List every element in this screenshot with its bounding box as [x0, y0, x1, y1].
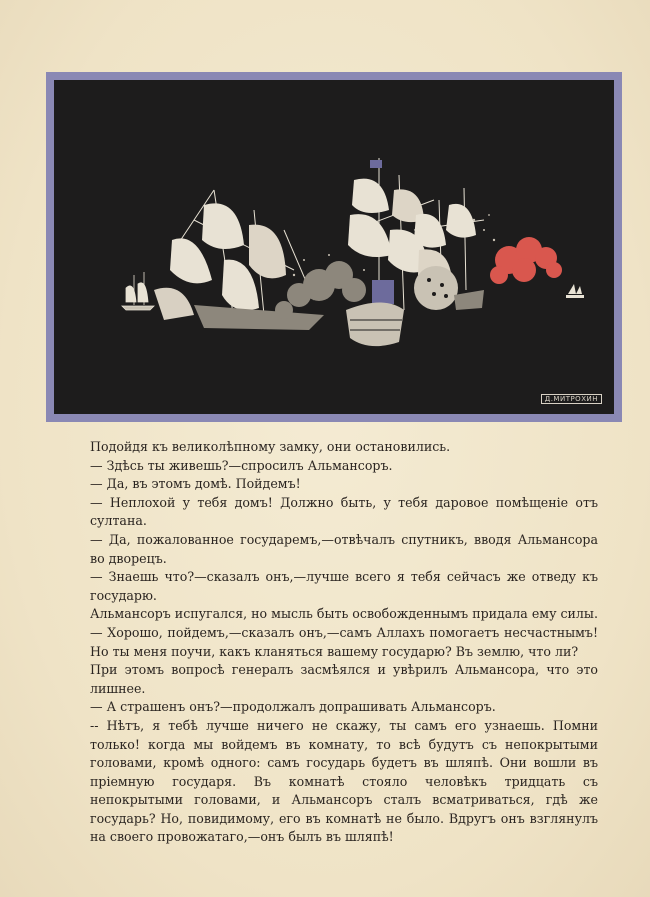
paragraph: -- Нѣтъ, я тебѣ лучше ничего не скажу, ты самъ его узнаешь. Помни только! когда мы войдемъ въ комнату, то всѣ будутъ съ непокрытыми головами, кромѣ одного: самъ государь будетъ въ шляпѣ. Они вошли въ пріемную государя. Въ комнатѣ стояло человѣкъ тридцать съ непокрытыми головами, и Альмансоръ сталъ всматриваться, гдѣ же государь? Но, повидимому, его въ комнатѣ не было. Вдругъ онъ взглянулъ на своего провожатаго,—онъ былъ въ шляпѣ!	[90, 717, 598, 845]
ship-left	[154, 190, 324, 330]
distant-ship-right	[566, 284, 584, 298]
ship-right	[414, 188, 484, 310]
red-smoke	[490, 237, 562, 284]
paragraph: — Хорошо, пойдемъ,—сказалъ онъ,—самъ Аллахъ помогаетъ несчастнымъ! Но ты меня поучи, какъ кланяться вашему государю? Въ землю, что ли?	[90, 624, 598, 659]
paragraph: Подойдя къ великолѣпному замку, они остановились.	[90, 439, 451, 454]
paragraph: — Да, въ этомъ домѣ. Пойдемъ!	[90, 476, 301, 492]
paragraph: — А страшенъ онъ?—продолжалъ допрашивать Альмансоръ.	[90, 699, 496, 715]
paragraph: — Здѣсь ты живешь?—спросилъ Альмансоръ.	[90, 457, 393, 473]
artist-signature: Д.МИТРОХИН	[541, 394, 602, 404]
paragraph: — Знаешь что?—сказалъ онъ,—лучше всего я тебя сейчасъ же отведу къ государю.	[90, 569, 598, 603]
paragraph: — Неплохой у тебя домъ! Должно быть, у тебя даровое помѣщеніе отъ султана.	[90, 494, 598, 529]
paragraph: Альмансоръ испугался, но мысль быть освобожденнымъ придала ему силы.	[90, 606, 598, 622]
ships-battle-illustration	[54, 80, 614, 414]
story-text	[90, 438, 598, 847]
illustration-frame	[46, 72, 622, 422]
paragraph: При этомъ вопросѣ генералъ засмѣялся и увѣрилъ Альмансора, что это лишнее.	[90, 662, 598, 696]
distant-ship-left	[122, 272, 154, 310]
paragraph: — Да, пожалованное государемъ,—отвѣчалъ спутникъ, вводя Альмансора во дворецъ.	[90, 531, 598, 566]
illustration-panel	[54, 80, 614, 414]
